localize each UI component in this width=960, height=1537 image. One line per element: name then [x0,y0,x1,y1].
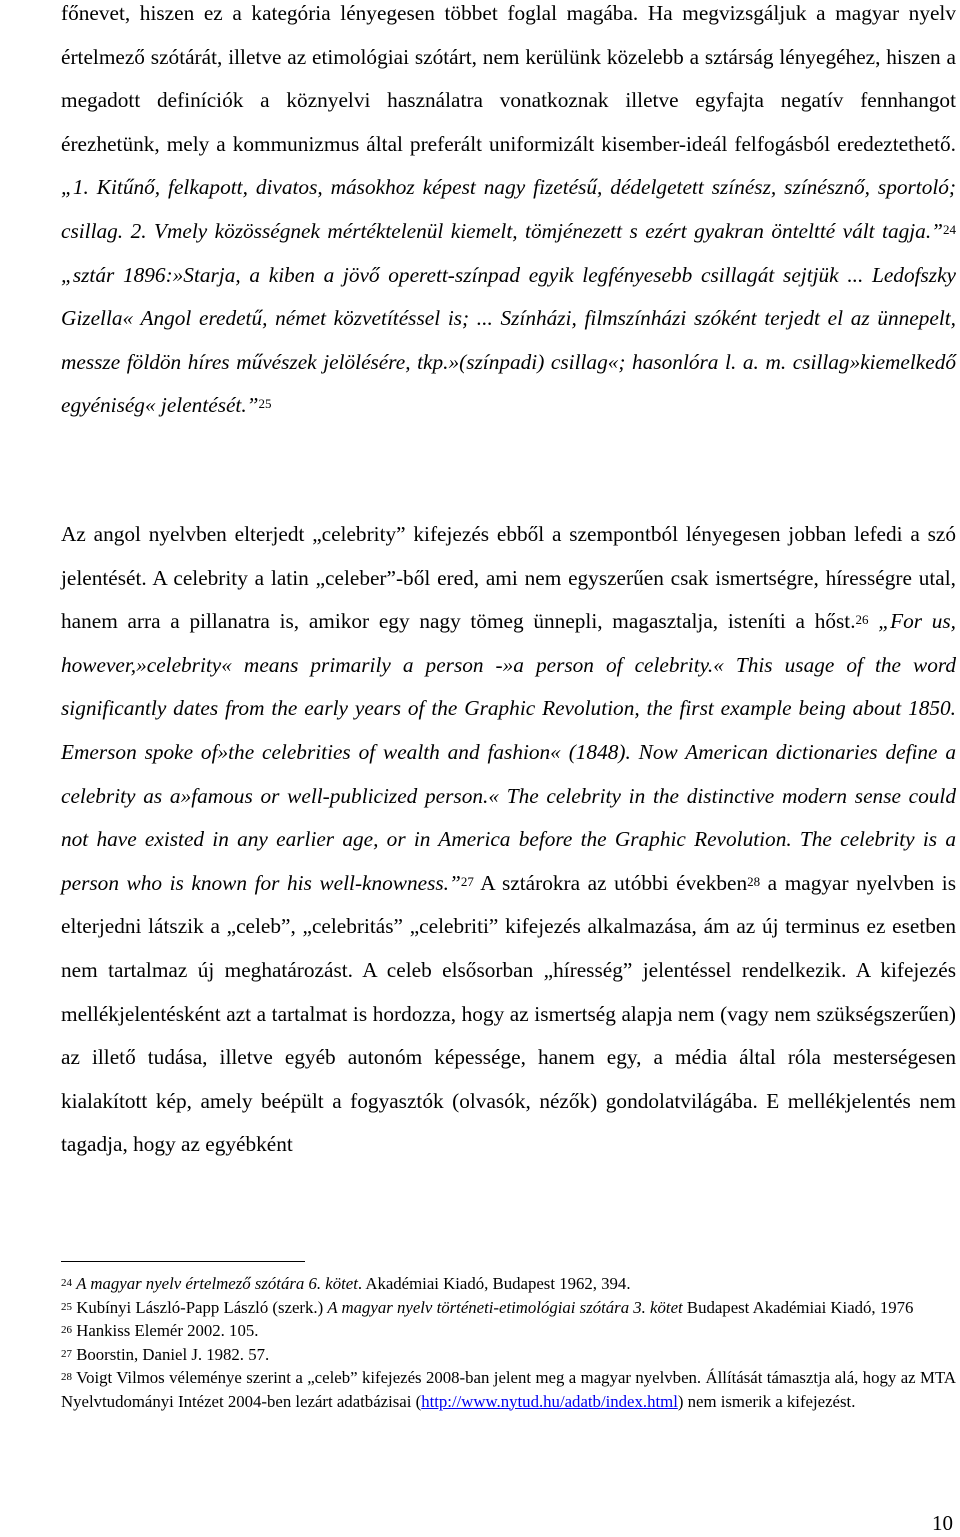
paragraph-1-text: főnevet, hiszen ez a kategória lényegesen többet foglal magába. Ha megvizsgáljuk a magyar nyelv értelmező szótárát, illetve az etimológiai szótárt, nem kerülünk közelebb a sztárság lényegéhez, hiszen a megadott definíciók a köznyelvi használatra vonatkoznak illetve egyfajta negatív fennhangot érezhetünk, mely a kommunizmus által preferált uniformizált kisember-ideál felfogásból eredeztethető. [61,1,956,156]
footnote-number: 27 [61,1347,72,1360]
footnote-text: Kubínyi László-Papp László (szerk.) [72,1297,328,1317]
footnote-separator [61,1261,305,1262]
footnotes [61,1272,956,1413]
footnote-text: Boorstin, Daniel J. 1982. 57. [72,1344,270,1364]
footnote-title: A magyar nyelv történeti-etimológiai szótára 3. kötet [327,1297,683,1317]
footnote-25 [61,1296,956,1320]
paragraph-2-text-3: a magyar nyelvben is elterjedni látszik a „celeb”, „celebritás” „celebriti” kifejezés alkalmazása, ám az új terminus ez esetben nem tartalmaz új meghatározást. A celeb elsősorban „híresség” jelentéssel rendelkezik. A kifejezés mellékjelentésként azt a tartalmat is hordozza, hogy az ismertség alapja nem (vagy nem szükségszerűen) az illető tudása, illetve egyéb autonóm képessége, hanem egy, a média által róla mesterségesen kialakított kép, amely beépült a fogyasztók (olvasók, nézők) gondolatvilágába. E mellékjelentés nem tagadja, hogy az egyébként [61,870,956,1157]
footnote-text: Hankiss Elemér 2002. 105. [72,1321,259,1340]
footnote-text: Budapest Akadémiai Kiadó, 1976 [682,1297,914,1317]
footnote-number: 24 [61,1277,72,1289]
footnote-number: 25 [61,1300,72,1313]
footnote-ref-25[interactable]: 25 [258,396,272,412]
paragraph-2-text-1: Az angol nyelvben elterjedt „celebrity” kifejezés ebből a szempontból lényegesen jobban lefedi a szó jelentését. A celebrity a latin „celeber”-ből ered, ami nem egyszerűen csak ismertségre, hírességre utal, hanem arra a pillanatra is, amikor egy nagy tömeg ünnepli, magasztalja, isteníti a hőst. [61,522,956,634]
footnote-title: A magyar nyelv értelmező szótára 6. kötet [76,1274,358,1293]
paragraph-2 [61,513,956,1167]
footnote-number: 26 [61,1324,72,1336]
footnote-text: . Akadémiai Kiadó, Budapest 1962, 394. [357,1274,631,1293]
footnote-text: ) nem ismerik a kifejezést. [677,1391,856,1411]
dictionary-quote-1: „1. Kitűnő, felkapott, divatos, másokhoz képest nagy fizetésű, dédelgetett színész, színésznő, sportoló; csillag. 2. Vmely közösségnek mértéktelenül kiemelt, tömjénezett s ezért gyakran önteltté vált tagja.” [61,175,956,243]
footnote-ref-26[interactable]: 26 [855,612,869,628]
footnote-number: 28 [61,1371,72,1383]
footnote-24 [61,1272,956,1296]
footnote-ref-28[interactable]: 28 [747,873,761,889]
paragraph-2-text-2: A sztárokra az utóbbi években [473,870,748,895]
dictionary-quote-2: „sztár 1896:»Starja, a kiben a jövő operett-színpad egyik legfényesebb csillagát sejtjük ... Ledofszky Gizella« Angol eredetű, német közvetítéssel is; ... Színházi, filmszínházi szóként terjedt el az ünnepelt, messze földön híres művészek jelölésére, tkp.»(színpadi) csillag«; hasonlóra l. a. m. csillag»kiemelkedő egyéniség« jelentését.” [61,262,956,418]
footnote-ref-24[interactable]: 24 [943,221,956,237]
footnote-28 [61,1366,956,1413]
footnote-ref-27[interactable]: 27 [460,873,474,889]
footnote-27 [61,1343,956,1367]
footnote-26 [61,1319,956,1343]
boorstin-quote: „For us, however,»celebrity« means primarily a person -»a person of celebrity.« This usage of the word significantly dates from the early years of the Graphic Revolution, the first example being about 1850. Emerson spoke of»the celebrities of wealth and fashion« (1848). Now American dictionaries define a celebrity as a»famous or well-publicized person.« The celebrity in the distinctive modern sense could not have existed in any earlier age, or in America before the Graphic Revolution. The celebrity is a person who is known for his well-knowness.” [61,609,957,895]
footnote-text: Voigt Vilmos véleménye szerint a „celeb” kifejezés 2008-ban jelent meg a magyar nyelvben. Állítását támasztja alá, hogy az MTA Nyelvtudományi Intézet 2004-ben lezárt adatbázisai ( [61,1368,956,1411]
paragraph-1 [61,0,956,428]
page-number: 10 [932,1511,953,1535]
nytud-database-link[interactable]: http://www.nytud.hu/adatb/index.html [421,1391,678,1411]
